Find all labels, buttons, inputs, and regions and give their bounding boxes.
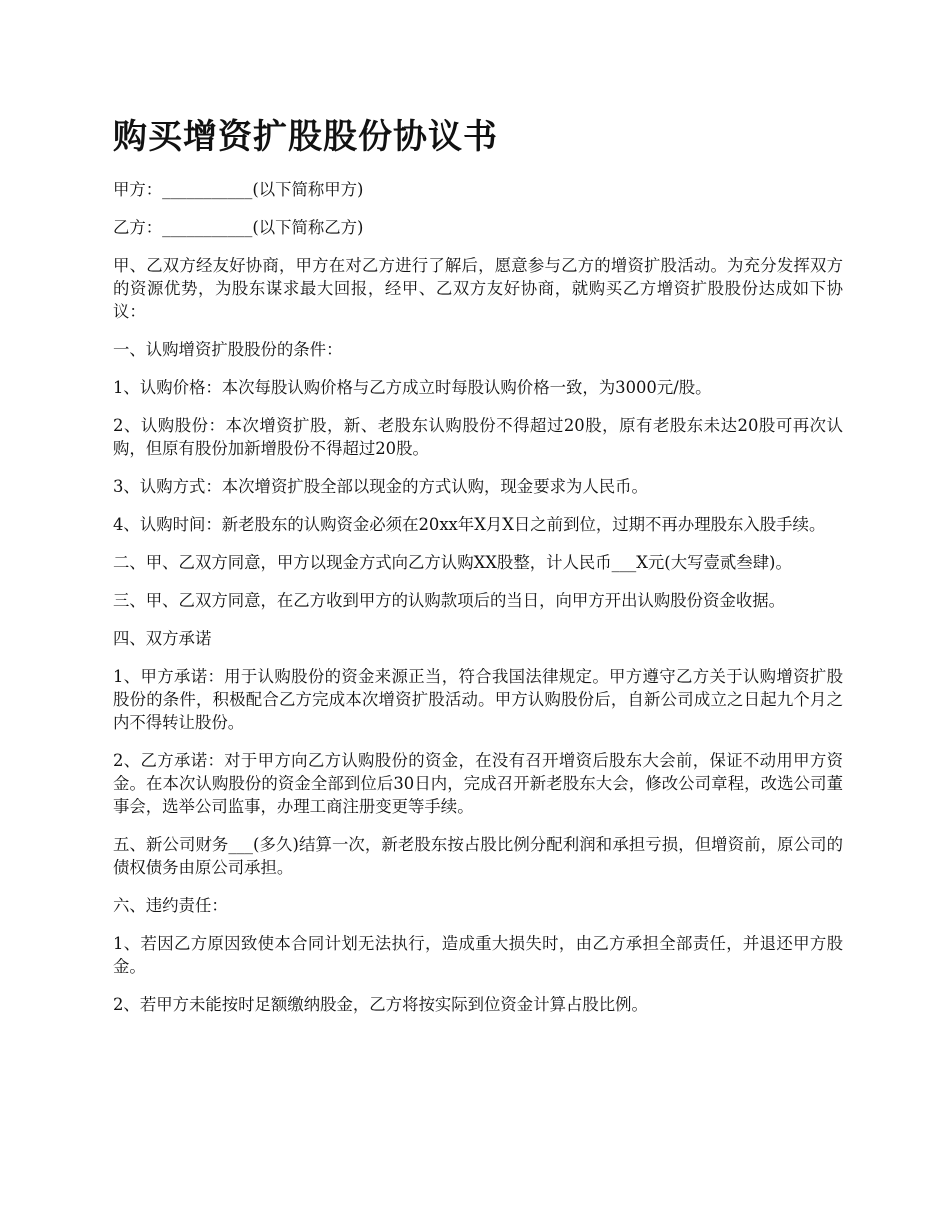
clause-shares: 2、认购股份：本次增资扩股，新、老股东认购股份不得超过20股，原有老股东未达20股可再次认购，但原有股份加新增股份不得超过20股。 (113, 416, 843, 458)
clause-time: 4、认购时间：新老股东的认购资金必须在20xx年X月X日之前到位，过期不再办理股东入股手续。 (113, 515, 826, 534)
section-heading-liability: 六、违约责任： (113, 896, 228, 915)
clause-price: 1、认购价格：本次每股认购价格与乙方成立时每股认购价格一致，为3000元/股。 (113, 378, 712, 397)
party-b-line: 乙方：___________(以下简称乙方) (113, 218, 364, 237)
preamble-paragraph: 甲、乙双方经友好协商，甲方在对乙方进行了解后，愿意参与乙方的增资扩股活动。为充分发挥双方的资源优势，为股东谋求最大回报，经甲、乙双方友好协商，就购买乙方增资扩股股份达成如下协议： (113, 256, 843, 321)
document-page (113, 112, 843, 1031)
clause-party-b-commitment: 2、乙方承诺：对于甲方向乙方认购股份的资金，在没有召开增资后股东大会前，保证不动用甲方资金。在本次认购股份的资金全部到位后30日内，完成召开新老股东大会，修改公司章程，改选公司董事会，选举公司监事，办理工商注册变更等手续。 (113, 751, 843, 816)
clause-party-a-commitment: 1、甲方承诺：用于认购股份的资金来源正当，符合我国法律规定。甲方遵守乙方关于认购增资扩股股份的条件，积极配合乙方完成本次增资扩股活动。甲方认购股份后，自新公司成立之日起九个月之内不得转让股份。 (113, 667, 843, 732)
clause-liability-party-a: 2、若甲方未能按时足额缴纳股金，乙方将按实际到位资金计算占股比例。 (113, 995, 648, 1014)
section-heading-conditions: 一、认购增资扩股股份的条件： (113, 340, 343, 359)
section-heading-commitments: 四、双方承诺 (113, 629, 212, 648)
clause-method: 3、认购方式：本次增资扩股全部以现金的方式认购，现金要求为人民币。 (113, 477, 648, 496)
section-three-paragraph: 三、甲、乙双方同意，在乙方收到甲方的认购款项后的当日，向甲方开出认购股份资金收据。 (113, 591, 786, 610)
clause-liability-party-b: 1、若因乙方原因致使本合同计划无法执行，造成重大损失时，由乙方承担全部责任，并退还甲方股金。 (113, 934, 843, 976)
document-title: 购买增资扩股股份协议书 (113, 117, 498, 157)
section-two-paragraph: 二、甲、乙双方同意，甲方以现金方式向乙方认购XX股整，计人民币___X元(大写壹贰叁肆)。 (113, 553, 792, 572)
party-a-line: 甲方：___________(以下简称甲方) (113, 180, 364, 199)
section-five-paragraph: 五、新公司财务___(多久)结算一次，新老股东按占股比例分配利润和承担亏损，但增资前，原公司的债权债务由原公司承担。 (113, 835, 843, 877)
